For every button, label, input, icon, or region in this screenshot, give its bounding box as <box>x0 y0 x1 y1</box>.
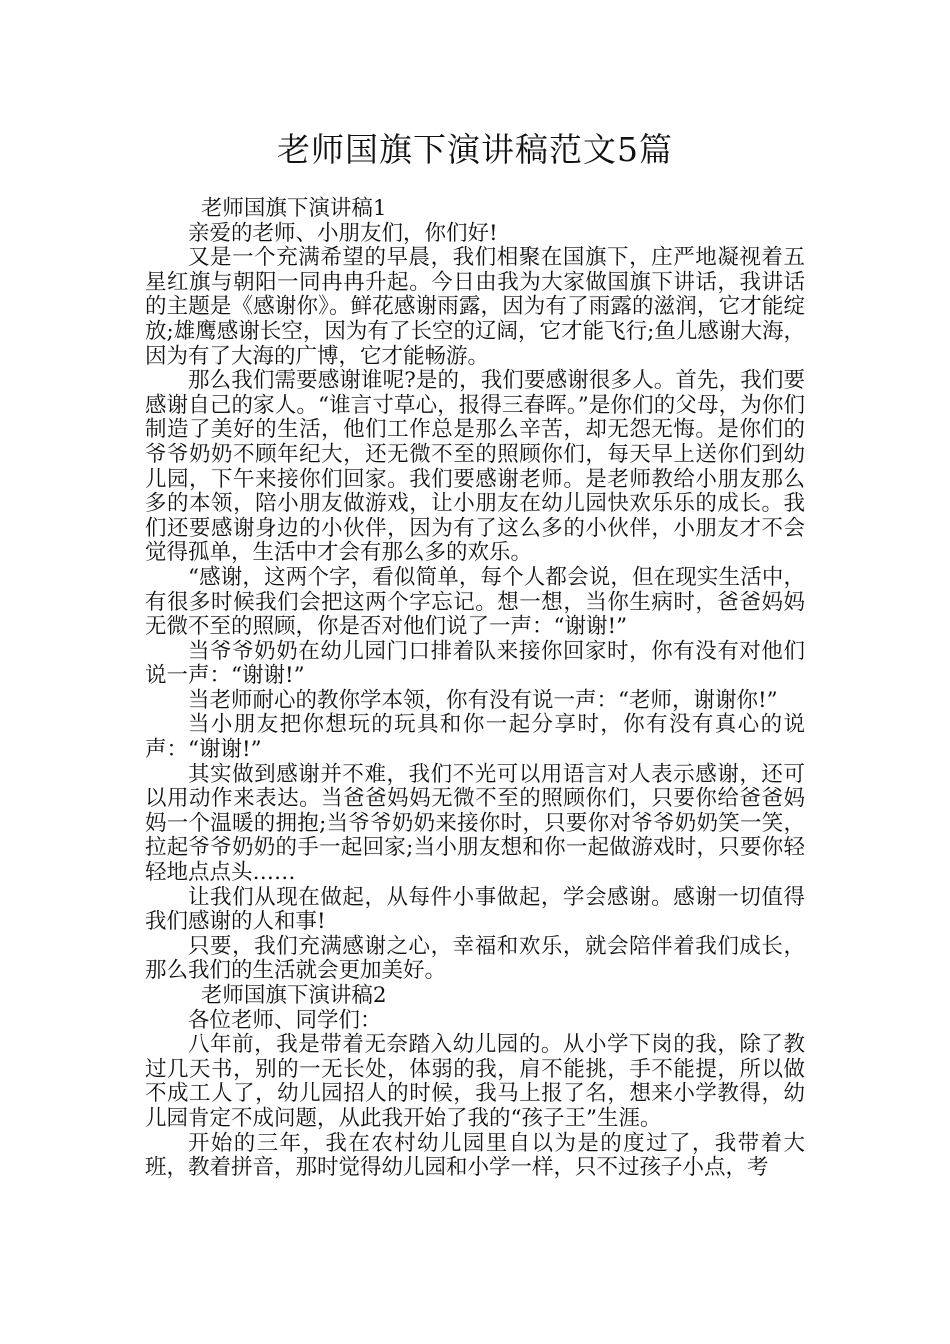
paragraph: 八年前，我是带着无奈踏入幼儿园的。从小学下岗的我，除了教过几天书，别的一无长处，体弱的我，肩不能挑，手不能提，所以做不成工人了，幼儿园招人的时候，我马上报了名，想来小学教得，幼儿园肯定不成问题，从此我开始了我的“孩子王”生涯。 <box>145 1032 805 1131</box>
paragraph: 其实做到感谢并不难，我们不光可以用语言对人表示感谢，还可以用动作来表达。当爸爸妈妈无微不至的照顾你们，只要你给爸爸妈妈一个温暖的拥抱;当爷爷奶奶来接你时，只要你对爷爷奶奶笑一笑，拉起爷爷奶奶的手一起回家;当小朋友想和你一起做游戏时，只要你轻轻地点点头…… <box>145 761 805 886</box>
section-heading: 老师国旗下演讲稿2 <box>200 983 387 1008</box>
paragraph: 只要，我们充满感谢之心，幸福和欢乐，就会陪伴着我们成长，那么我们的生活就会更加美好。 <box>145 933 805 984</box>
paragraph: 那么我们需要感谢谁呢?是的，我们要感谢很多人。首先，我们要感谢自己的家人。“谁言寸草心，报得三春晖。”是你们的父母，为你们制造了美好的生活，他们工作总是那么辛苦，却无怨无悔。是你们的爷爷奶奶不顾年纪大，还无微不至的照顾你们，每天早上送你们到幼儿园，下午来接你们回家。我们要感谢老师。是老师教给小朋友那么多的本领，陪小朋友做游戏，让小朋友在幼儿园快欢乐乐的成长。我们还要感谢身边的小伙伴，因为有了这么多的小伙伴，小朋友才不会觉得孤单，生活中才会有那么多的欢乐。 <box>145 368 805 566</box>
paragraph: 各位老师、同学们： <box>188 1007 382 1033</box>
document-body <box>145 197 805 1181</box>
paragraph: 又是一个充满希望的早晨，我们相聚在国旗下，庄严地凝视着五星红旗与朝阳一同冉冉升起。今日由我为大家做国旗下讲话，我讲话的主题是《感谢你》。鲜花感谢雨露，因为有了雨露的滋润，它才能绽放;雄鹰感谢长空，因为有了长空的辽阔，它才能飞行;鱼儿感谢大海，因为有了大海的广博，它才能畅游。 <box>145 245 805 369</box>
paragraph: 当老师耐心的教你学本领，你有没有说一声：“老师，谢谢你!” <box>188 687 778 713</box>
paragraph: 亲爱的老师、小朋友们，你们好! <box>188 220 498 246</box>
document-title: 老师国旗下演讲稿范文5篇 <box>277 130 673 169</box>
paragraph: 开始的三年，我在农村幼儿园里自以为是的度过了，我带着大班，教着拼音，那时觉得幼儿园和小学一样，只不过孩子小点，考 <box>145 1130 805 1181</box>
paragraph: “感谢，这两个字，看似简单，每个人都会说，但在现实生活中，有很多时候我们会把这两个字忘记。想一想，当你生病时，爸爸妈妈无微不至的照顾，你是否对他们说了一声：“谢谢!” <box>145 564 805 640</box>
paragraph: 当爷爷奶奶在幼儿园门口排着队来接你回家时，你有没有对他们说一声：“谢谢!” <box>145 638 805 689</box>
section-heading: 老师国旗下演讲稿1 <box>200 196 387 221</box>
paragraph: 当小朋友把你想玩的玩具和你一起分享时，你有没有真心的说声：“谢谢!” <box>145 712 805 763</box>
paragraph: 让我们从现在做起，从每件小事做起，学会感谢。感谢一切值得我们感谢的人和事! <box>145 884 805 935</box>
